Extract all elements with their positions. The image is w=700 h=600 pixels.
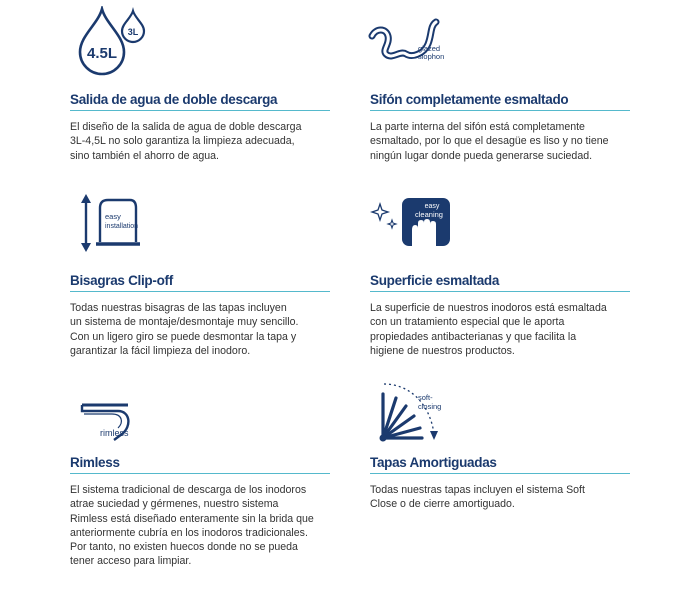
feature-description bbox=[370, 483, 630, 512]
installation-label-1: easy bbox=[105, 212, 121, 221]
soft-closing-label-2: closing bbox=[418, 402, 442, 411]
description-line: Todas nuestras tapas incluyen el sistema Soft bbox=[370, 484, 585, 496]
description-line: anteriormente cubría en los inodoros tradicionales. bbox=[70, 526, 308, 539]
description-line: 3L-4,5L no solo garantiza la limpieza adecuada, bbox=[70, 135, 295, 148]
siphon-label-1: glazed bbox=[418, 44, 441, 53]
feature-clip-off-hinges bbox=[70, 273, 330, 358]
feature-dual-flush bbox=[70, 92, 330, 163]
big-drop-label: 4.5L bbox=[86, 45, 118, 62]
feature-title: Tapas Amortiguadas bbox=[370, 455, 630, 474]
feature-description bbox=[70, 483, 330, 569]
description-line: La superficie de nuestros inodoros está esmaltada bbox=[370, 302, 607, 314]
description-line: La parte interna del sifón está completamente bbox=[370, 121, 585, 133]
cleaning-label-1: easy bbox=[424, 203, 440, 210]
water-drops-icon bbox=[76, 6, 156, 81]
easy-installation-icon bbox=[78, 192, 148, 259]
feature-description bbox=[70, 301, 330, 358]
installation-label-2: installation bbox=[105, 223, 139, 230]
feature-title: Salida de agua de doble descarga bbox=[70, 92, 330, 111]
feature-title: Rimless bbox=[70, 455, 330, 474]
easy-cleaning-icon bbox=[370, 194, 454, 257]
description-line: El sistema tradicional de descarga de los inodoros bbox=[70, 484, 307, 496]
description-line: garantizar la fácil limpieza del inodoro. bbox=[70, 344, 251, 357]
description-line: Todas nuestras bisagras de las tapas incluyen bbox=[70, 302, 287, 314]
feature-glazed-surface bbox=[370, 273, 630, 358]
description-line: sino también el ahorro de agua. bbox=[70, 149, 220, 162]
description-line: un sistema de montaje/desmontaje muy sencillo. bbox=[70, 316, 299, 329]
feature-description bbox=[370, 301, 630, 358]
description-line: Con un ligero giro se puede desmontar la tapa y bbox=[70, 330, 297, 343]
description-line: atrae suciedad y gérmenes, nuestro sistema bbox=[70, 498, 279, 511]
siphon-icon bbox=[368, 14, 458, 75]
soft-closing-icon bbox=[374, 378, 446, 453]
description-line: esmaltado, por lo que el desagüe es liso y no tiene bbox=[370, 135, 609, 148]
description-line: Close o de cierre amortiguado. bbox=[370, 498, 515, 511]
feature-title: Sifón completamente esmaltado bbox=[370, 92, 630, 111]
feature-rimless bbox=[70, 455, 330, 569]
description-line: El diseño de la salida de agua de doble descarga bbox=[70, 121, 302, 133]
feature-title: Superficie esmaltada bbox=[370, 273, 630, 292]
feature-description bbox=[70, 120, 330, 163]
description-line: propiedades antibacterianas y que facilita la bbox=[370, 330, 577, 343]
rimless-label: rimless bbox=[100, 428, 129, 438]
feature-description bbox=[370, 120, 630, 163]
feature-title: Bisagras Clip-off bbox=[70, 273, 330, 292]
description-line: tener acceso para limpiar. bbox=[70, 555, 192, 568]
description-line: higiene de nuestros productos. bbox=[370, 344, 515, 357]
soft-closing-label-1: soft- bbox=[418, 393, 433, 402]
description-line: ningún lugar donde pueda generarse suciedad. bbox=[370, 149, 593, 162]
cleaning-label-2: cleaning bbox=[415, 210, 443, 219]
description-line: Por tanto, no existen huecos donde no se pueda bbox=[70, 541, 298, 554]
feature-soft-close-lids bbox=[370, 455, 630, 512]
description-line: Rimless está diseñado enteramente sin la brida que bbox=[70, 512, 314, 525]
small-drop-label: 3L bbox=[127, 27, 139, 37]
siphon-label-2: siophon bbox=[418, 52, 445, 61]
rimless-icon bbox=[78, 398, 152, 449]
description-line: con un tratamiento especial que le aporta bbox=[370, 316, 565, 329]
feature-glazed-siphon bbox=[370, 92, 630, 163]
